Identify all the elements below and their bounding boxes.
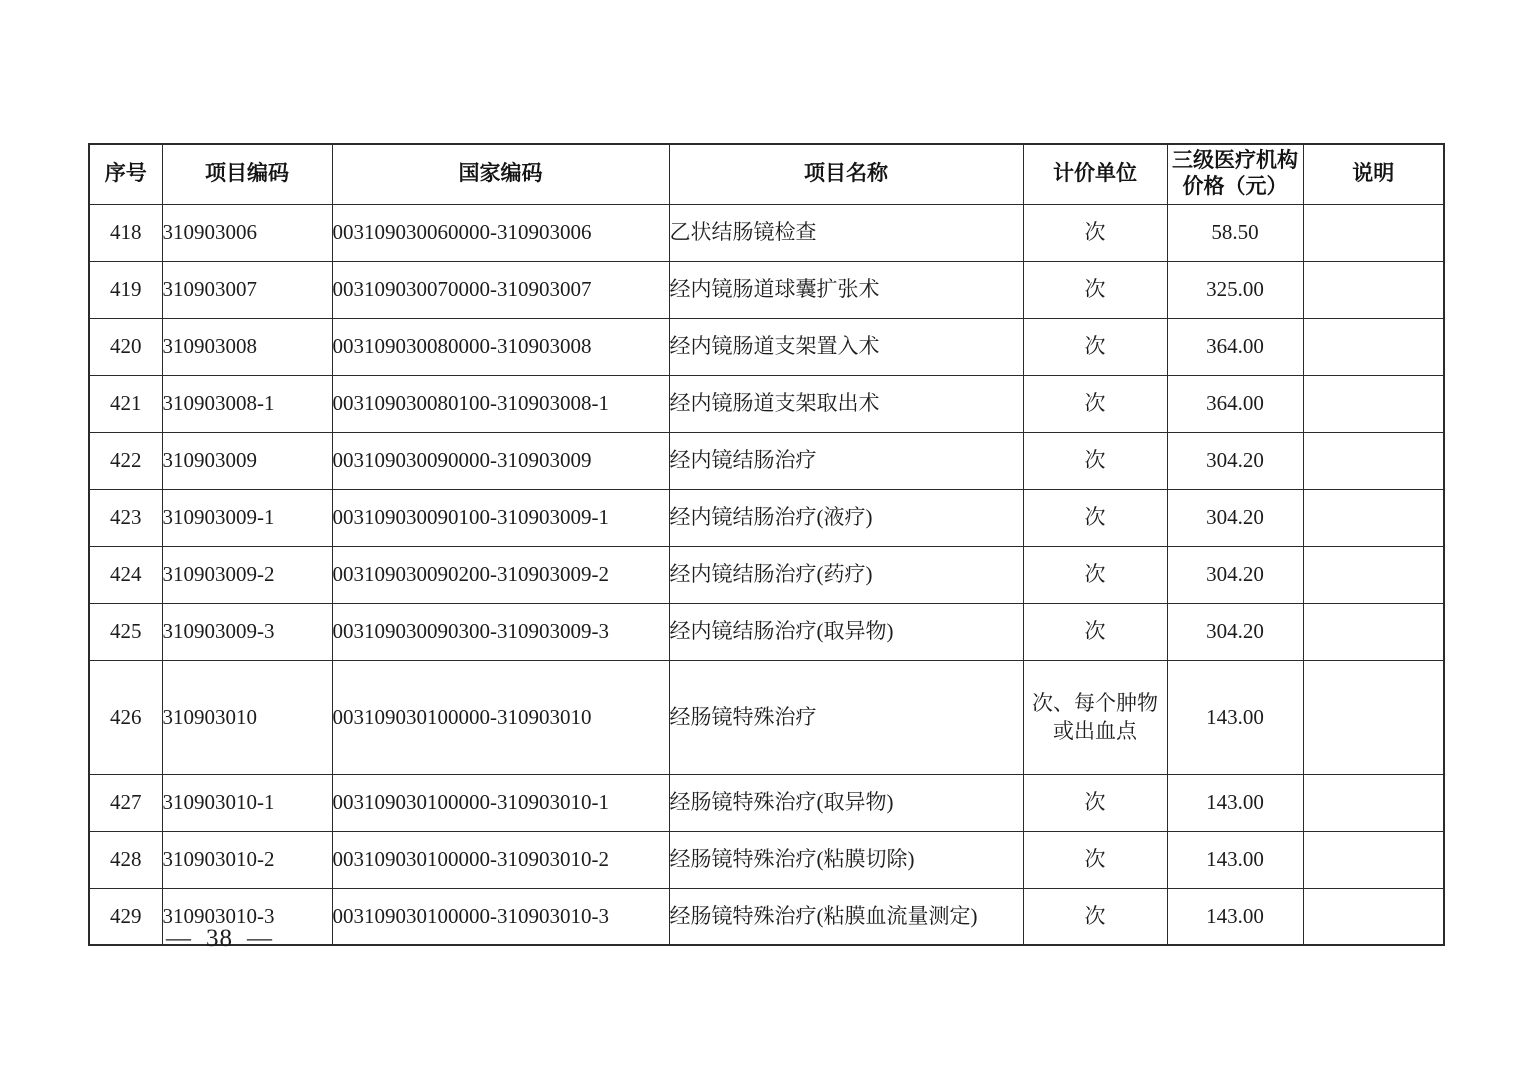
table-row [89,318,1444,375]
cell-note [1303,432,1444,489]
cell-national-code: 003109030090200-310903009-2 [332,546,669,603]
cell-pricing-unit: 次 [1023,888,1167,945]
cell-project-code: 310903010-2 [162,831,332,888]
page-number-dash-left: — [166,925,192,952]
cell-note [1303,888,1444,945]
cell-pricing-unit: 次 [1023,375,1167,432]
cell-national-code: 003109030080000-310903008 [332,318,669,375]
cell-project-code: 310903008-1 [162,375,332,432]
cell-project-name: 经内镜结肠治疗 [669,432,1023,489]
cell-index: 425 [89,603,162,660]
page-number-dash-right: — [247,925,273,952]
cell-price: 304.20 [1167,546,1303,603]
cell-index: 423 [89,489,162,546]
cell-project-name: 经肠镜特殊治疗 [669,660,1023,774]
cell-price: 364.00 [1167,318,1303,375]
cell-project-name: 经内镜结肠治疗(取异物) [669,603,1023,660]
cell-note [1303,603,1444,660]
cell-pricing-unit: 次 [1023,318,1167,375]
cell-project-code: 310903009-2 [162,546,332,603]
cell-project-name: 经内镜结肠治疗(药疗) [669,546,1023,603]
col-header-index: 序号 [89,144,162,204]
cell-note [1303,660,1444,774]
page-number [152,925,287,953]
cell-pricing-unit: 次 [1023,831,1167,888]
col-header-price-line2: 价格（元） [1182,175,1288,199]
medical-price-table [88,143,1445,946]
cell-project-name: 经肠镜特殊治疗(粘膜切除) [669,831,1023,888]
cell-pricing-unit: 次 [1023,546,1167,603]
cell-index: 426 [89,660,162,774]
table-row [89,489,1444,546]
col-header-price [1167,144,1303,204]
cell-project-name: 乙状结肠镜检查 [669,204,1023,261]
col-header-note: 说明 [1303,144,1444,204]
table-header-row [89,144,1444,204]
col-header-pricing-unit: 计价单位 [1023,144,1167,204]
cell-national-code: 003109030080100-310903008-1 [332,375,669,432]
col-header-national-code: 国家编码 [332,144,669,204]
cell-note [1303,774,1444,831]
cell-project-code: 310903006 [162,204,332,261]
cell-national-code: 003109030060000-310903006 [332,204,669,261]
cell-price: 58.50 [1167,204,1303,261]
cell-price: 143.00 [1167,831,1303,888]
cell-note [1303,261,1444,318]
cell-index: 424 [89,546,162,603]
table-row [89,603,1444,660]
cell-national-code: 003109030100000-310903010-2 [332,831,669,888]
cell-project-code: 310903009 [162,432,332,489]
cell-national-code: 003109030100000-310903010-3 [332,888,669,945]
cell-pricing-unit: 次 [1023,774,1167,831]
cell-project-name: 经内镜结肠治疗(液疗) [669,489,1023,546]
cell-pricing-unit: 次 [1023,603,1167,660]
cell-national-code: 003109030090100-310903009-1 [332,489,669,546]
cell-price: 304.20 [1167,432,1303,489]
table-row [89,261,1444,318]
table-row [89,774,1444,831]
cell-note [1303,318,1444,375]
col-header-project-code: 项目编码 [162,144,332,204]
cell-index: 427 [89,774,162,831]
cell-index: 428 [89,831,162,888]
cell-pricing-unit: 次 [1023,432,1167,489]
cell-national-code: 003109030100000-310903010-1 [332,774,669,831]
cell-project-code: 310903008 [162,318,332,375]
cell-note [1303,546,1444,603]
cell-price: 143.00 [1167,888,1303,945]
cell-index: 422 [89,432,162,489]
cell-index: 421 [89,375,162,432]
table-row [89,375,1444,432]
cell-project-code: 310903009-3 [162,603,332,660]
cell-project-code: 310903010-1 [162,774,332,831]
cell-national-code: 003109030090300-310903009-3 [332,603,669,660]
cell-price: 364.00 [1167,375,1303,432]
cell-index: 419 [89,261,162,318]
cell-index: 429 [89,888,162,945]
cell-price: 143.00 [1167,774,1303,831]
cell-index: 420 [89,318,162,375]
cell-note [1303,831,1444,888]
cell-project-name: 经内镜肠道球囊扩张术 [669,261,1023,318]
cell-price: 304.20 [1167,489,1303,546]
cell-index: 418 [89,204,162,261]
table-row [89,660,1444,774]
table-row [89,432,1444,489]
cell-note [1303,204,1444,261]
table-row [89,888,1444,945]
cell-project-name: 经肠镜特殊治疗(取异物) [669,774,1023,831]
cell-price: 304.20 [1167,603,1303,660]
cell-project-name: 经肠镜特殊治疗(粘膜血流量测定) [669,888,1023,945]
col-header-project-name: 项目名称 [669,144,1023,204]
cell-pricing-unit: 次 [1023,261,1167,318]
page-number-value: 38 [206,925,233,952]
col-header-price-line1: 三级医疗机构 [1172,149,1298,172]
cell-project-code: 310903010-3 [162,888,332,945]
cell-price: 143.00 [1167,660,1303,774]
cell-pricing-unit: 次、每个肿物或出血点 [1023,660,1167,774]
cell-note [1303,489,1444,546]
cell-project-code: 310903010 [162,660,332,774]
table-row [89,204,1444,261]
cell-national-code: 003109030100000-310903010 [332,660,669,774]
cell-price: 325.00 [1167,261,1303,318]
table-row [89,546,1444,603]
cell-project-name: 经内镜肠道支架置入术 [669,318,1023,375]
cell-project-name: 经内镜肠道支架取出术 [669,375,1023,432]
cell-national-code: 003109030070000-310903007 [332,261,669,318]
cell-note [1303,375,1444,432]
table-row [89,831,1444,888]
cell-project-code: 310903009-1 [162,489,332,546]
cell-pricing-unit: 次 [1023,489,1167,546]
cell-pricing-unit: 次 [1023,204,1167,261]
cell-project-code: 310903007 [162,261,332,318]
cell-national-code: 003109030090000-310903009 [332,432,669,489]
table-body [89,204,1444,945]
